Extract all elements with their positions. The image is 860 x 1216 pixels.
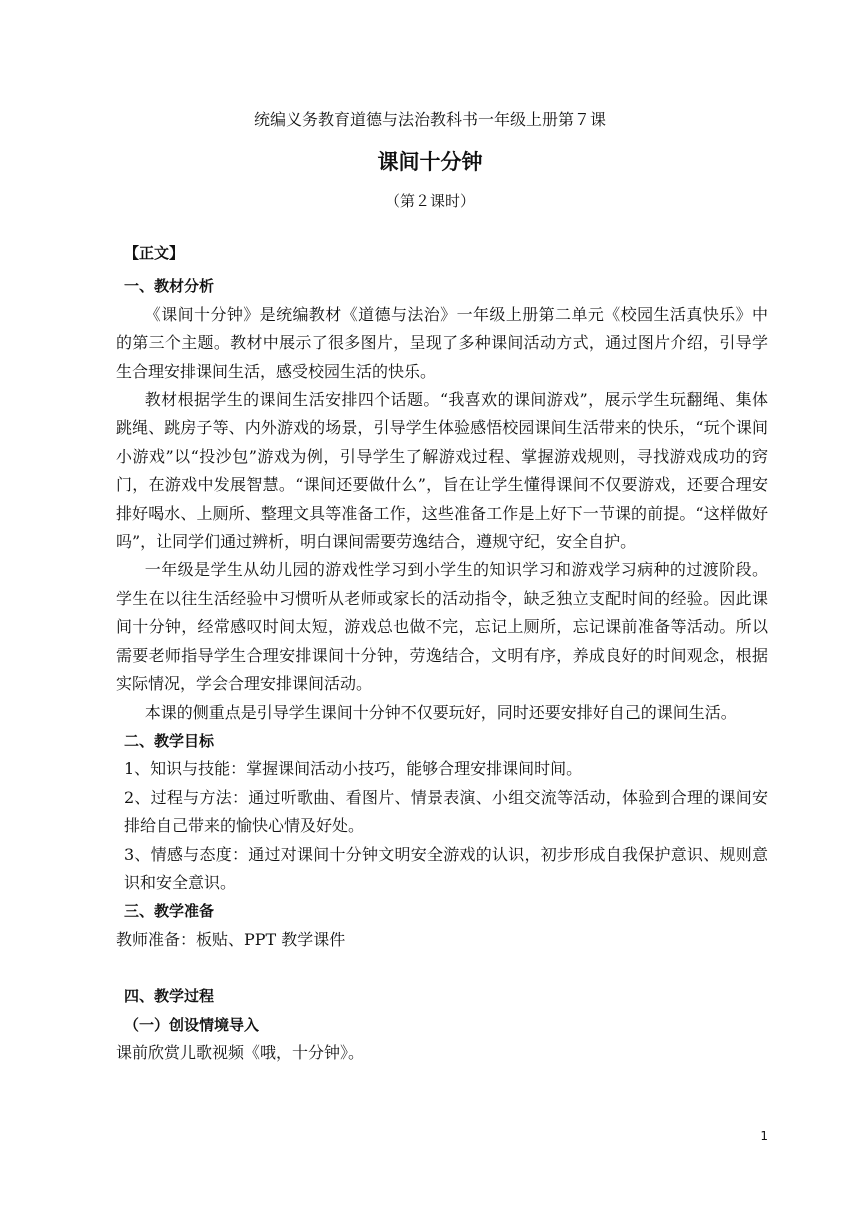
section-heading-objectives: 二、教学目标	[124, 731, 215, 750]
body-label: 【正文】	[124, 244, 185, 262]
process-sub-heading: （一）创设情境导入	[124, 1015, 260, 1034]
preparation-text: 教师准备：板贴、PPT 教学课件	[116, 929, 346, 949]
analysis-paragraph: 本课的侧重点是引导学生课间十分钟不仅要玩好，同时还要安排好自己的课间生活。	[144, 702, 737, 722]
lesson-period: （第２课时）	[384, 192, 475, 210]
section-heading-preparation: 三、教学准备	[124, 902, 215, 921]
process-text: 课前欣赏儿歌视频《哦，十分钟》。	[116, 1042, 365, 1062]
objective-item: 2、过程与方法：通过听歌曲、看图片、情景表演、小组交流等活动，体验到合理的课间安排给自己带来的愉快心情及好处。	[124, 787, 768, 836]
objective-item: 1、知识与技能：掌握课间活动小技巧，能够合理安排课间时间。	[124, 759, 583, 779]
objective-item: 3、情感与态度：通过对课间十分钟文明安全游戏的认识，初步形成自我保护意识、规则意识和安全意识。	[124, 844, 768, 892]
section-heading-process: 四、教学过程	[124, 987, 215, 1006]
blank-line	[116, 954, 768, 982]
analysis-paragraph: 《课间十分钟》是统编教材《道德与法治》一年级上册第二单元《校园生活真快乐》中的第三个主题。教材中展示了很多图片，呈现了多种课间活动方式，通过图片介绍，引导学生合理安排课间生活，感受校园生活的快乐。	[116, 304, 768, 381]
document-body	[116, 230, 768, 1067]
page-number: 1	[760, 1129, 768, 1143]
lesson-title: 课间十分钟	[377, 150, 483, 174]
analysis-paragraph: 教材根据学生的课间生活安排四个话题。“我喜欢的课间游戏”，展示学生玩翻绳、集体跳绳、跳房子等、内外游戏的场景，引导学生体验感悟校园课间生活带来的快乐，“玩个课间小游戏”以“投沙包”游戏为例，引导学生了解游戏过程、掌握游戏规则，寻找游戏成功的窍门，在游戏中发展智慧。“课间还要做什么”，旨在让学生懂得课间不仅要游戏，还要合理安排好喝水、上厕所、整理文具等准备工作，这些准备工作是上好下一节课的前提。“这样做好吗”，让同学们通过辨析，明白课间需要劳逸结合，遵规守纪，安全自护。	[116, 390, 768, 552]
section-heading-analysis: 一、教材分析	[124, 277, 215, 296]
series-title: 统编义务教育道德与法治教科书一年级上册第７课	[253, 110, 606, 129]
analysis-paragraph: 一年级是学生从幼儿园的游戏性学习到小学生的知识学习和游戏学习病种的过渡阶段。学生在以往生活经验中习惯听从老师或家长的活动指令，缺乏独立支配时间的经验。因此课间十分钟，经常感叹时间太短，游戏总也做不完，忘记上厕所，忘记课前准备等活动。所以需要老师指导学生合理安排课间十分钟，劳逸结合，文明有序，养成良好的时间观念，根据实际情况，学会合理安排课间活动。	[116, 560, 768, 694]
